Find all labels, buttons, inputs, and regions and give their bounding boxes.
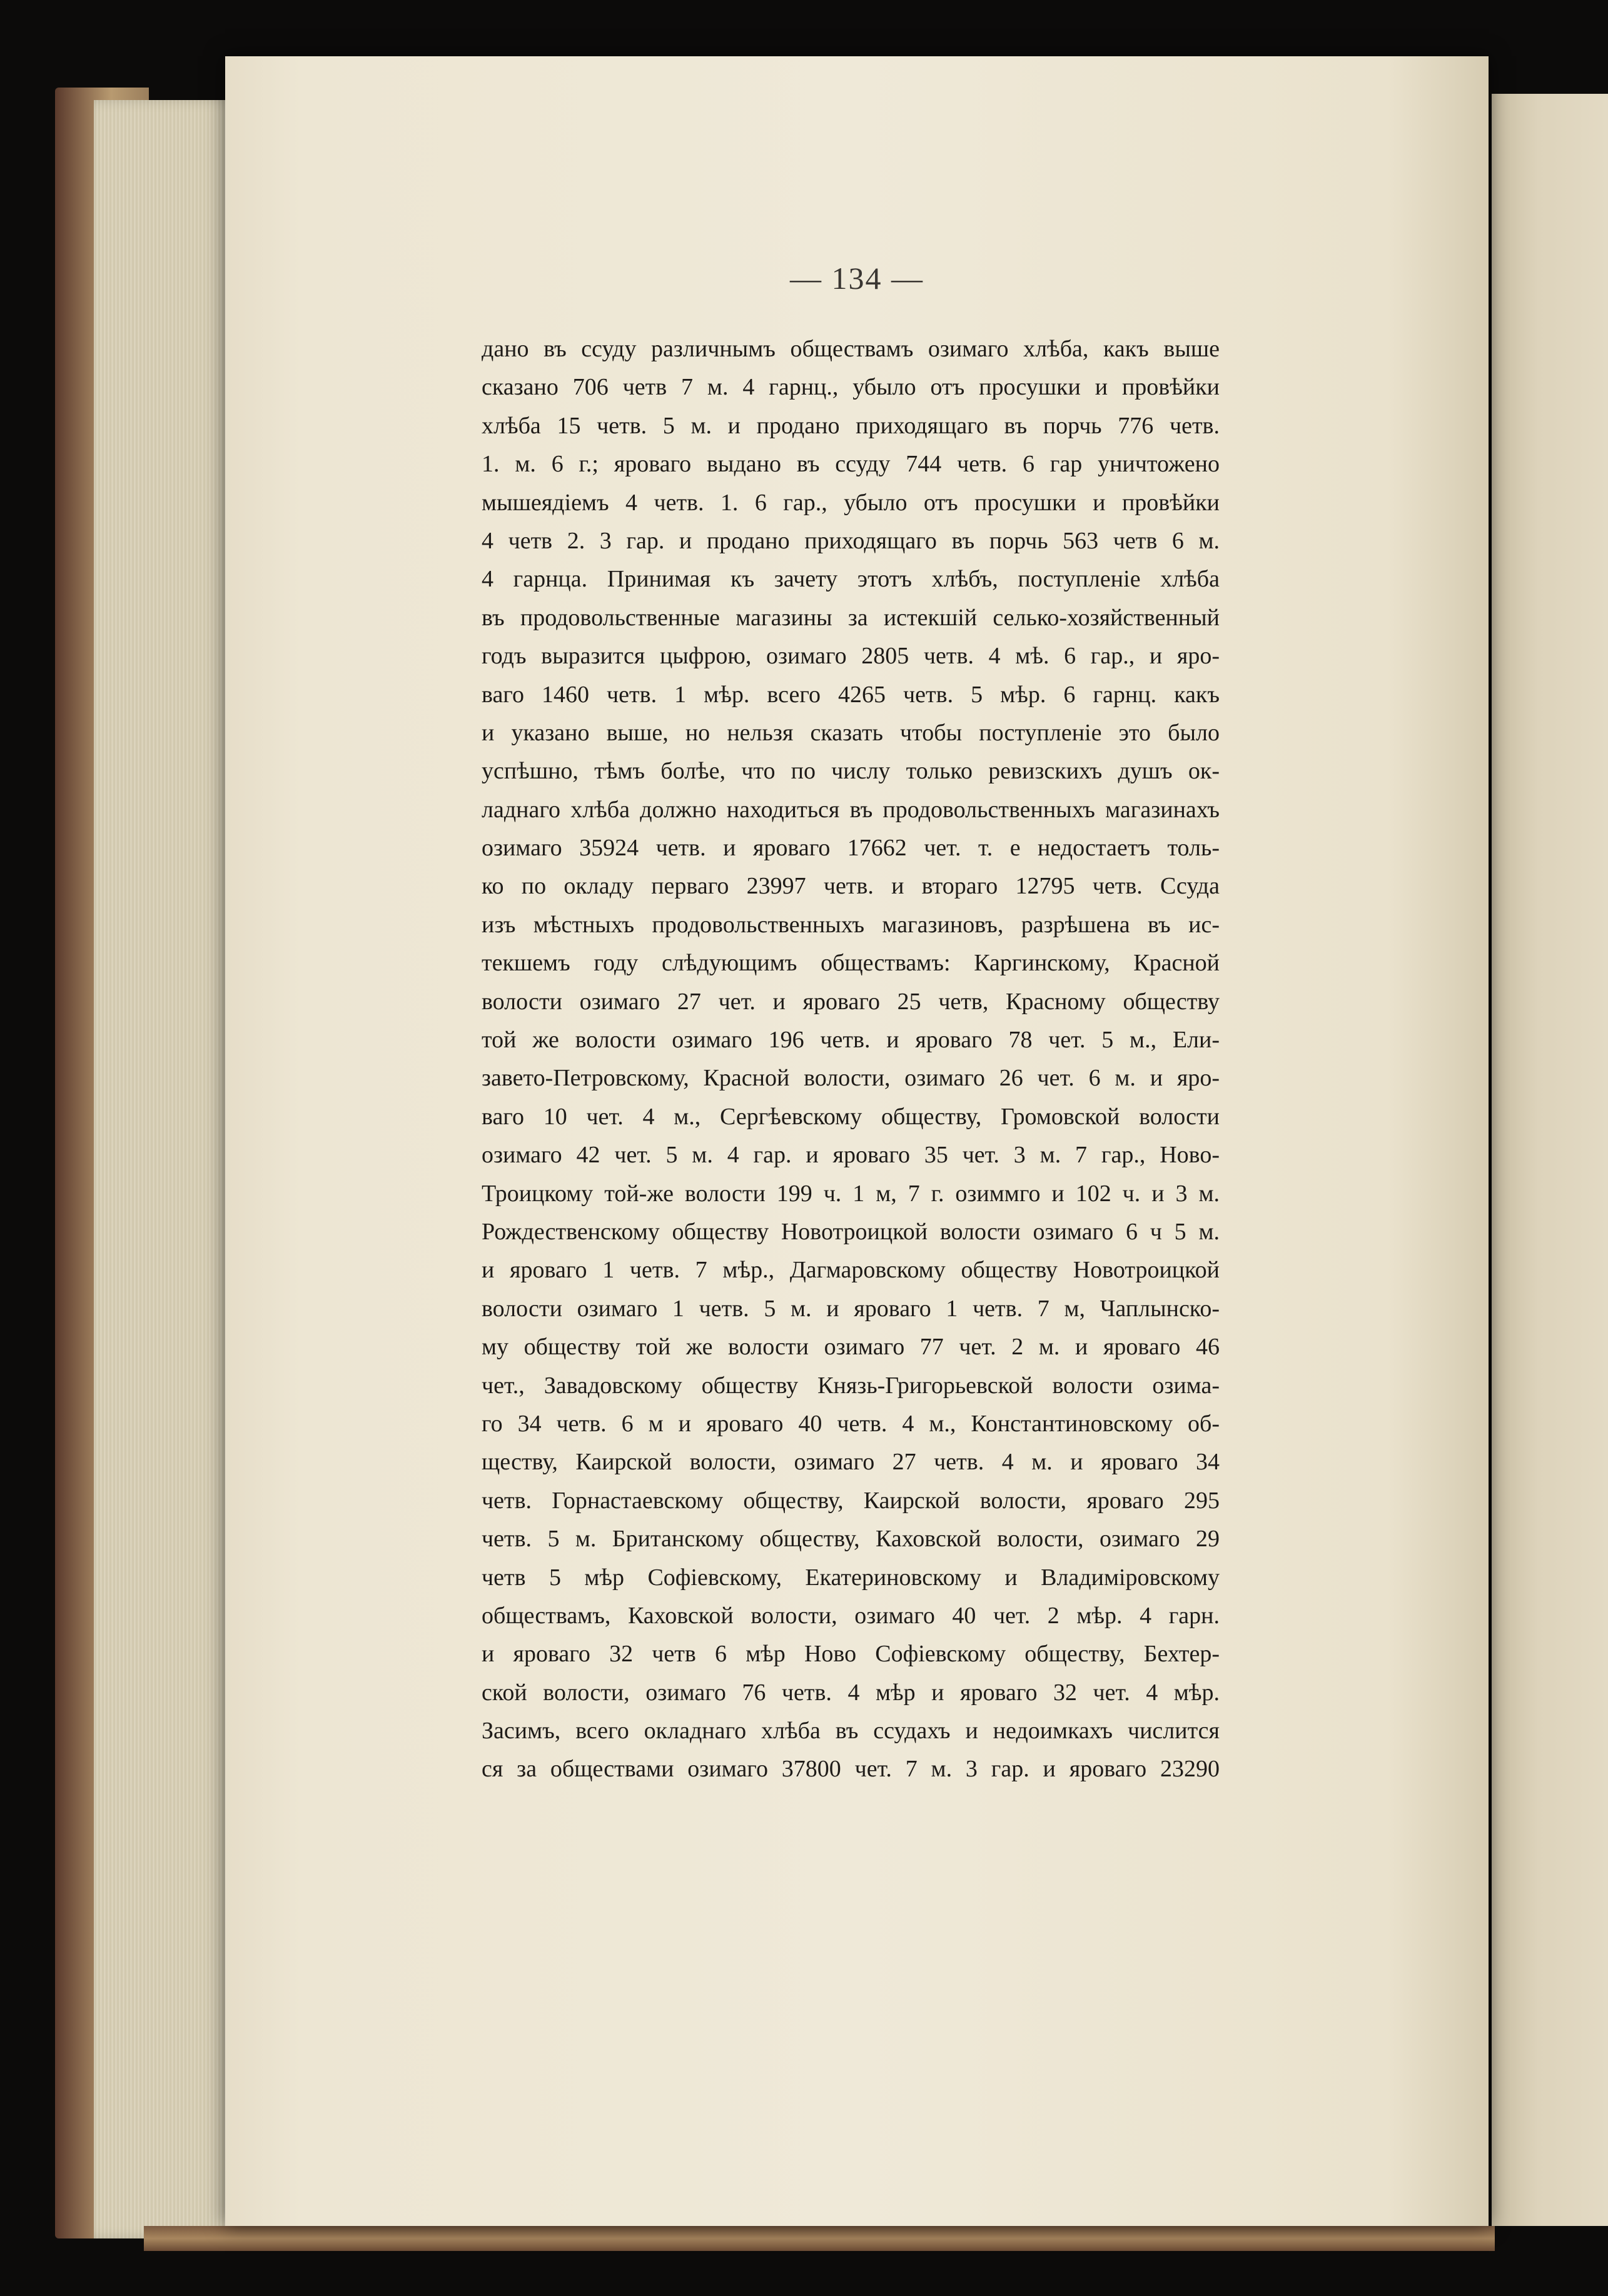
text-line: дано въ ссуду различнымъ обществамъ озимаго хлѣба, какъ выше <box>482 336 1220 362</box>
text-line: текшемъ году слѣдующимъ обществамъ: Каргинскому, Красной <box>482 950 1220 977</box>
text-line: и яроваго 1 четв. 7 мѣр., Дагмаровскому обществу Новотроицкой <box>482 1257 1220 1284</box>
book-page <box>225 56 1489 2226</box>
text-line: четв 5 мѣр Софіевскому, Екатериновскому и Владиміровскому <box>482 1564 1220 1591</box>
text-line: сказано 706 четв 7 м. 4 гарнц., убыло отъ просушки и провѣйки <box>482 374 1220 401</box>
text-line: четв. Горнастаевскому обществу, Каирской волости, яроваго 295 <box>482 1487 1220 1514</box>
text-line: завето-Петровскому, Красной волости, озимаго 26 чет. 6 м. и яро- <box>482 1065 1220 1092</box>
text-line: ко по окладу перваго 23997 четв. и втораго 12795 четв. Ссуда <box>482 873 1220 900</box>
text-line: ской волости, озимаго 76 четв. 4 мѣр и яроваго 32 чет. 4 мѣр. <box>482 1679 1220 1706</box>
text-line: и яроваго 32 четв 6 мѣр Ново Софіевскому обществу, Бехтер- <box>482 1641 1220 1668</box>
text-line: волости озимаго 27 чет. и яроваго 25 четв, Красному обществу <box>482 988 1220 1015</box>
text-line: той же волости озимаго 196 четв. и яроваго 78 чет. 5 м., Ели- <box>482 1027 1220 1054</box>
page-number: — 134 — <box>790 261 924 296</box>
text-line: ваго 10 чет. 4 м., Сергѣевскому обществу, Громовской волости <box>482 1103 1220 1130</box>
text-line: 4 четв 2. 3 гар. и продано приходящаго въ порчь 563 четв 6 м. <box>482 527 1220 554</box>
text-line: изъ мѣстныхъ продовольственныхъ магазиновъ, разрѣшена въ ис- <box>482 911 1220 938</box>
text-line: 4 гарнца. Принимая къ зачету этотъ хлѣбъ, поступленіе хлѣба <box>482 566 1220 593</box>
text-line: Засимъ, всего окладнаго хлѣба въ ссудахъ и недоимкахъ числится <box>482 1718 1220 1745</box>
text-line: му обществу той же волости озимаго 77 чет. 2 м. и яроваго 46 <box>482 1334 1220 1361</box>
text-line: ладнаго хлѣба должно находиться въ продовольственныхъ магазинахъ <box>482 796 1220 823</box>
text-line: чет., Завадовскому обществу Князь-Григорьевской волости озима- <box>482 1372 1220 1399</box>
page-stack-edges <box>94 100 238 2238</box>
page-body-text <box>482 330 1220 1789</box>
text-line: обществамъ, Каховской волости, озимаго 40 чет. 2 мѣр. 4 гарн. <box>482 1602 1220 1629</box>
text-line: Рождественскому обществу Новотроицкой волости озимаго 6 ч 5 м. <box>482 1218 1220 1245</box>
text-line: 1. м. 6 г.; яроваго выдано въ ссуду 744 четв. 6 гар уничтожено <box>482 451 1220 478</box>
text-line: мышеядіемъ 4 четв. 1. 6 гар., убыло отъ просушки и провѣйки <box>482 489 1220 516</box>
text-line: и указано выше, но нельзя сказать чтобы поступленіе это было <box>482 719 1220 746</box>
text-line: го 34 четв. 6 м и яроваго 40 четв. 4 м., Константиновскому об- <box>482 1410 1220 1437</box>
text-line: волости озимаго 1 четв. 5 м. и яроваго 1 четв. 7 м, Чаплынско- <box>482 1295 1220 1322</box>
text-line: Троицкому той-же волости 199 ч. 1 м, 7 г. озиммго и 102 ч. и 3 м. <box>482 1180 1220 1207</box>
text-line: ваго 1460 четв. 1 мѣр. всего 4265 четв. 5 мѣр. 6 гарнц. какъ <box>482 681 1220 708</box>
text-line: хлѣба 15 четв. 5 м. и продано приходящаго въ порчь 776 четв. <box>482 412 1220 439</box>
text-line: ществу, Каирской волости, озимаго 27 четв. 4 м. и яроваго 34 <box>482 1449 1220 1476</box>
book-cover-bottom <box>144 2226 1495 2251</box>
text-line: годъ выразится цыфрою, озимаго 2805 четв. 4 мѣ. 6 гар., и яро- <box>482 643 1220 670</box>
text-line: въ продовольственные магазины за истекшій селько-хозяйственный <box>482 604 1220 631</box>
text-line: озимаго 35924 четв. и яроваго 17662 чет. т. е недостаетъ толь- <box>482 835 1220 862</box>
text-line: успѣшно, тѣмъ болѣе, что по числу только ревизскихъ душъ ок- <box>482 758 1220 785</box>
text-line: четв. 5 м. Британскому обществу, Каховской волости, озимаго 29 <box>482 1526 1220 1553</box>
text-line: ся за обществами озимаго 37800 чет. 7 м. 3 гар. и яроваго 23290 <box>482 1756 1220 1783</box>
adjacent-page <box>1492 94 1608 2226</box>
text-line: озимаго 42 чет. 5 м. 4 гар. и яроваго 35 чет. 3 м. 7 гар., Ново- <box>482 1142 1220 1169</box>
